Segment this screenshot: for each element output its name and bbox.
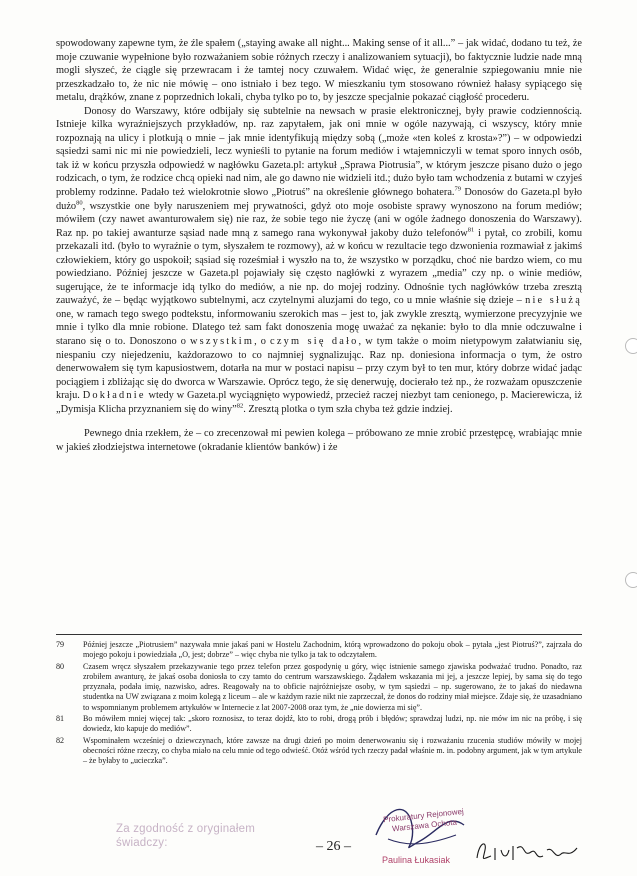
punch-hole-top bbox=[625, 338, 637, 354]
attestation-note: Za zgodność z oryginałem świadczy: bbox=[116, 823, 256, 849]
punch-hole-bottom bbox=[625, 572, 637, 588]
footnote-ref: 82 bbox=[236, 402, 244, 410]
footnote-text: Później jeszcze „Piotrusiem” nazywała mnie jakaś pani w Hostelu Zachodnim, którą wprowadzono do pokoju obok – pytała „jest Piotruś?”, zajrzała do mojego pokoju i powiedziała „O, jest; dobrze” – więc chyba nie tylko ja tak to odczytałem. bbox=[83, 640, 582, 660]
paragraph-text: i pytał, co zrobili, komu przekazali itd. (było to wyraźnie o tym, słyszałem te rozmowy), aż w końcu w rezultacie tego dzwonienia rozmawiał z jakimś człowiekiem, który go uspokoił; sąsiad się roześmiał i wyszło na to, że wszystko w porządku, choć nie bardzo wiem, co mu powiedziano. Później jeszcze w Gazeta.pl pojawiały się często nagłówki z wyrazem „media” czy np. o winie mediów, sugerujące, że te informacje idą tylko do mediów, a nie np. do mojej rodziny. Odnośnie tych nagłówków trzeba zresztą zauważyć, że – będąc wyjątkowo subtelnymi, acz czytelnymi aluzjami do tego, co u mnie właśnie się dzieje – bbox=[56, 227, 583, 307]
emphasis-text: wszystkim bbox=[190, 336, 255, 348]
paragraph bbox=[56, 427, 582, 454]
emphasis-text: Dokładnie bbox=[82, 390, 146, 402]
footnote-ref: 80 bbox=[76, 199, 83, 207]
footnote bbox=[56, 662, 582, 713]
page-number: – 26 – bbox=[316, 839, 351, 854]
paragraph bbox=[56, 37, 582, 105]
footnote-number: 81 bbox=[56, 714, 65, 724]
author-signature bbox=[473, 836, 583, 866]
paragraph-text: one, w ramach tego swego podtekstu, informowaniu szerokich mas – jest to, jak zwykle zresztą, wymierzone precyzyjnie we mnie i tylko dla mnie robione. Dlatego też sam fakt donoszenia mogę uważać za nękanie: było to dla mnie odczuwalne i starano się o to. Donoszono o bbox=[56, 308, 582, 348]
paragraph-text: . Zresztą plotka o tym szła chyba też gdzie indziej. bbox=[243, 403, 453, 415]
footnote-ref: 81 bbox=[467, 226, 475, 234]
footnote bbox=[56, 714, 582, 735]
footnote-text: Bo mówiłem mniej więcej tak: „skoro roznosisz, to teraz dojdź, kto to robi, drogą prób i błędów; sprawdzaj ludzi, np. nie mów im nic na próbę, i się dowiedz, kto kapuje do mediów”. bbox=[83, 714, 582, 734]
emphasis-text: czym się dało bbox=[270, 336, 359, 348]
paragraph-text: Donosów do Gazeta.pl było dużo bbox=[56, 187, 582, 212]
footnote bbox=[56, 640, 582, 661]
paragraph-text: wtedy w Gazeta.pl wyciągnięto wypowiedź, przecież raczej niezbyt tam cenionego, p. Macierewicza, iż „Dymisja Klicha przyznaniem się do winy” bbox=[56, 390, 582, 415]
body-text bbox=[56, 37, 582, 454]
footnote-number: 80 bbox=[56, 661, 65, 671]
stamp-office: Prokuratury Rejonowej Warszawa Ochota bbox=[382, 806, 465, 834]
emphasis-text: nie służą bbox=[525, 295, 582, 307]
footnote-number: 82 bbox=[56, 735, 65, 745]
footnote-text: Wspominałem wcześniej o dziewczynach, które zawsze na drugi dzień po moim denerwowaniu się i rozważaniu rzucenia studiów mówiły w mojej obecności różne rzeczy, co chyba miało na celu mnie od tego odwieść. Otóż wśród tych rzeczy padał właśnie m. in. podobny argument, jak w tym artykule – że byłaby to „ucieczka”. bbox=[83, 735, 582, 766]
paragraph-text: , o bbox=[254, 336, 271, 348]
official-stamp bbox=[368, 795, 480, 869]
stamp-person: Paulina Łukasiak bbox=[382, 855, 451, 865]
footnote-ref: 79 bbox=[454, 185, 462, 193]
paragraph bbox=[56, 105, 582, 417]
footnote-text: Czasem wręcz słyszałem przekazywanie tego przez telefon przez gospodynię u góry, więc istnienie samego zjawiska podważać trudno. Ponadto, raz zrobiłem awanturę, że jakaś osoba doniosła to czy tamto do centrum warszawskiego. Żądałem wskazania mi jej, a jeszcze lepiej, by sama się do tego przyznała, podała imię, nazwisko, adres. Reagowały na to obficie najróżniejsze osoby, w tym sąsiedzi – np. sugerowano, że to jakaś do niedawna studentka na UW związana z moim kolegą z liceum – ale w każdym razie nikt nie zaprzeczał, że donos do rodziny miał miejsce. Zdaje się, że uzasadniano to wspomnianym problemem artykułów w Internecie z lat 2007-2008 oraz tym, że „nie dowierza mi się”. bbox=[83, 661, 582, 712]
signature-icon bbox=[473, 836, 583, 866]
footnote-separator bbox=[56, 634, 582, 635]
footnote bbox=[56, 736, 582, 767]
paragraph-text: spowodowany zapewne tym, że źle spałem („staying awake all night... Making sense of it all...” – jak widać, dodano tu też, że moje czuwanie wypełnione było rozważaniem sobie różnych rzeczy i analizowaniem sytuacji), bo faktycznie ludzie nade mną mogli słyszeć, że ciągle się przewracam i że tamtej nocy czuwałem. Widać więc, że generalnie szpiegowaniu mnie nie przeszkadzało to, że nic nie mówię – ono istniało i bez tego. W mieszkaniu tym stosowano również hałasy sypiącego się metalu, drążków, znane z poprzednich lokali, chyba tylko po to, by jeszcze specjalnie pokazać ciągłość procederu. bbox=[56, 38, 582, 104]
footnotes bbox=[56, 640, 582, 768]
paragraph-text: , w tym także o moim nietypowym załatwianiu się, niespaniu czy niejedzeniu, każdorazowo to co najmniej sygnalizując. Raz np. doniesiona informacja o tym, że ostro denerwowałem się tym kapusiostwem, dotarła na mur w postaci napisu – przy czym był to ten mur, który dobrze widać jadąc pociągiem i zbliżając się do dworca w Warszawie. Oprócz tego, że się denerwuję, docierało też np., że rozważam opuszczenie kraju. bbox=[56, 336, 582, 402]
footnote-number: 79 bbox=[56, 640, 65, 649]
paragraph-text: Donosy do Warszawy, które odbijały się subtelnie na newsach w prasie elektronicznej, były prawie codziennością. Istnieje kilka wyraźniejszych przykładów, np. raz zapytałem, jak oni mnie w ogóle nazywają, ci wszyscy, który mnie rozpoznają na ulicy i plotkują o mnie – jak mnie identyfikują między sobą („może «ten koleś z krosta»?”) – w odpowiedzi sąsiedzi sami nic mi nie powiedzieli, lecz wynieśli to pytanie na forum mediów i wtajemniczyli w temat sporo innych osób, tak iż w końcu przyszła odpowiedź w nagłówku Gazeta.pl: artykuł „Sprawa Piotrusia”, w którym jeszcze pisano dużo o jego rodzicach, o tym, że rodzice chcą opieki nad nim, ale go dawno nie widzieli itd.; dużo było tam wchodzenia z butami w czyjeś problemy rodzinne. Padało też wielokrotnie słowo „Piotruś” na określenie głównego bohatera. bbox=[56, 105, 582, 199]
paragraph-text: , wszystkie one były naruszeniem mej prywatności, gdyż oto moje osobiste sprawy wynoszono na forum mediów; mówiłem (czy nawet awanturowałem się) nie raz, że sobie tego nie życzę (ani w ogóle żadnego donoszenia do Warszawy). Raz np. po takiej awanturze sąsiad nade mną z samego rana wykonywał jakoby dużo telefonów bbox=[56, 200, 582, 239]
paragraph-text: Pewnego dnia rzekłem, że – co zrecenzował mi pewien kolega – próbowano ze mnie zrobić przestępcę, wrabiając mnie w jakieś złodziejstwa internetowe (okradanie klientów banków) i że bbox=[56, 428, 582, 453]
